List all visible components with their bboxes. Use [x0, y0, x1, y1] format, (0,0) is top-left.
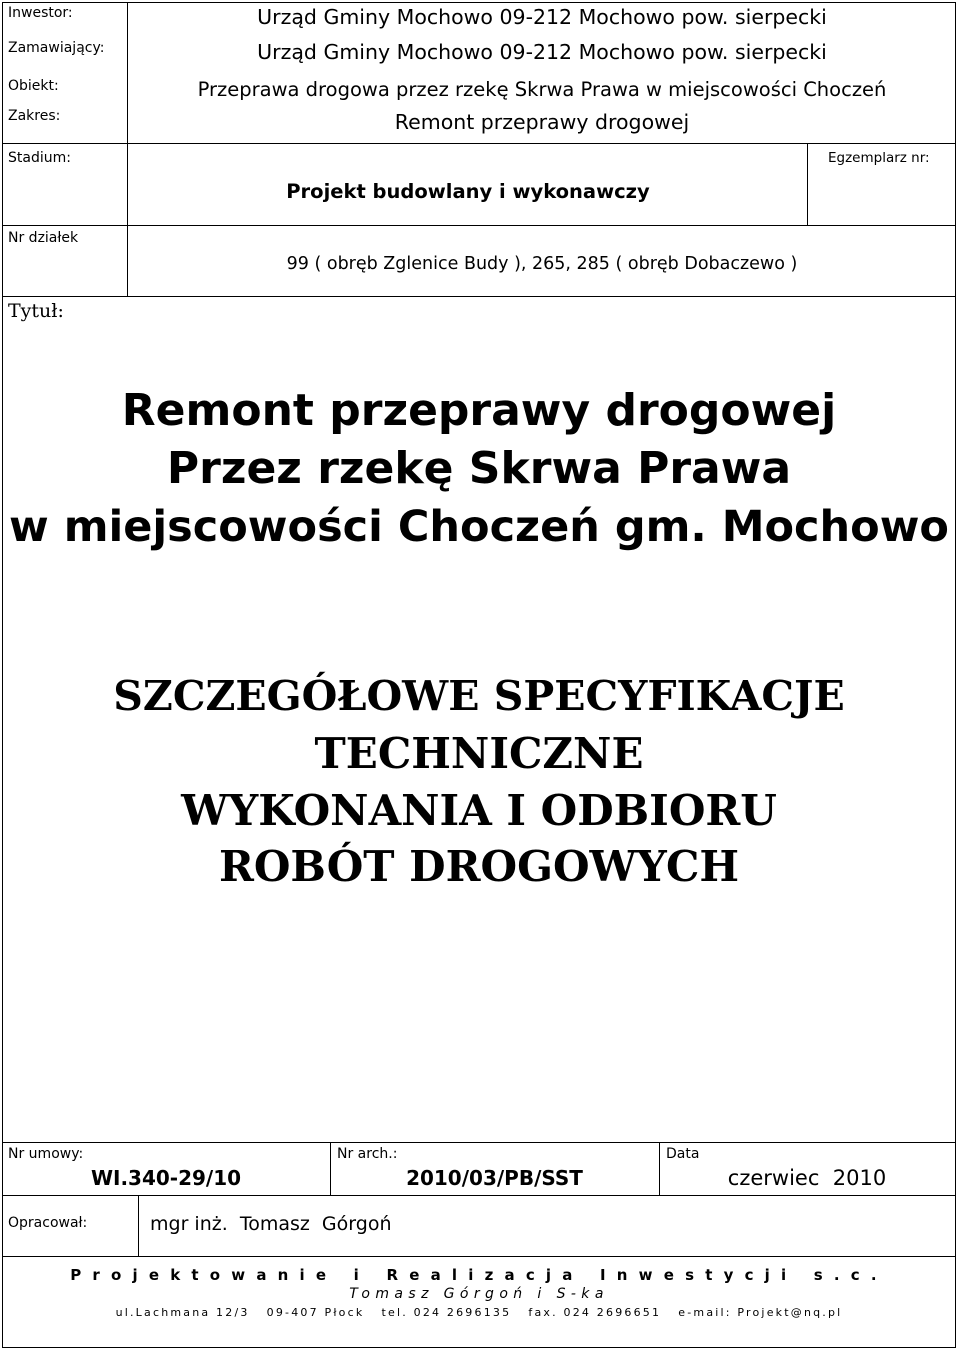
spec-line-3: WYKONANIA I ODBIORU: [181, 786, 777, 835]
zamawiajacy-value: Urząd Gminy Mochowo 09-212 Mochowo pow. sierpecki: [257, 40, 827, 64]
divider-after-dzialki: [2, 296, 956, 297]
divider-after-stadium: [2, 225, 956, 226]
egzemplarz-label: Egzemplarz nr:: [828, 150, 930, 166]
zamawiajacy-label: Zamawiający:: [8, 40, 105, 56]
obiekt-value: Przeprawa drogowa przez rzekę Skrwa Prawa w miejscowości Choczeń: [197, 78, 887, 101]
dzialki-label: Nr działek: [8, 230, 79, 246]
divider-after-zakres: [2, 143, 956, 144]
footer-top-divider: [2, 1142, 956, 1143]
inwestor-label: Inwestor:: [8, 5, 73, 21]
footer-bottom-divider: [2, 1256, 956, 1257]
footer-mid-divider: [2, 1195, 956, 1196]
inwestor-value: Urząd Gminy Mochowo 09-212 Mochowo pow. sierpecki: [257, 5, 827, 29]
umowa-value: WI.340-29/10: [90, 1166, 242, 1190]
opracowal-value: mgr inż. Tomasz Górgoń: [150, 1213, 392, 1235]
spec-line-1: SZCZEGÓŁOWE SPECYFIKACJE: [113, 672, 845, 720]
company-owner: Tomasz Górgoń i S-ka: [349, 1286, 609, 1302]
stadium-value: Projekt budowlany i wykonawczy: [286, 180, 650, 203]
title-line-2: Przez rzekę Skrwa Prawa: [166, 443, 792, 494]
company-name: Projektowanie i Realizacja Inwestycji s.c.: [70, 1266, 888, 1284]
spec-line-4: ROBÓT DROGOWYCH: [218, 842, 740, 891]
stadium-label: Stadium:: [8, 150, 71, 166]
arch-value: 2010/03/PB/SST: [406, 1166, 583, 1190]
umowa-label: Nr umowy:: [8, 1146, 84, 1162]
data-value: czerwiec 2010: [727, 1166, 887, 1190]
zakres-value: Remont przeprawy drogowej: [394, 110, 690, 134]
tytul-label: Tytuł:: [8, 300, 64, 322]
title-line-3: w miejscowości Choczeń gm. Mochowo: [9, 502, 949, 552]
dzialki-value: 99 ( obręb Zglenice Budy ), 265, 285 ( obręb Dobaczewo ): [286, 254, 798, 274]
footer-divider-opracowal: [138, 1195, 139, 1256]
obiekt-label: Obiekt:: [8, 78, 59, 94]
title-line-1: Remont przeprawy drogowej: [121, 385, 837, 436]
data-label: Data: [666, 1146, 700, 1162]
opracowal-label: Opracował:: [8, 1215, 88, 1231]
company-contact: ul.Lachmana 12/3 09-407 Płock tel. 024 2696135 fax. 024 2696651 e-mail: Projekt@nq.pl: [115, 1306, 843, 1319]
zakres-label: Zakres:: [8, 108, 61, 124]
spec-line-2: TECHNICZNE: [314, 729, 644, 778]
arch-label: Nr arch.:: [337, 1146, 398, 1162]
